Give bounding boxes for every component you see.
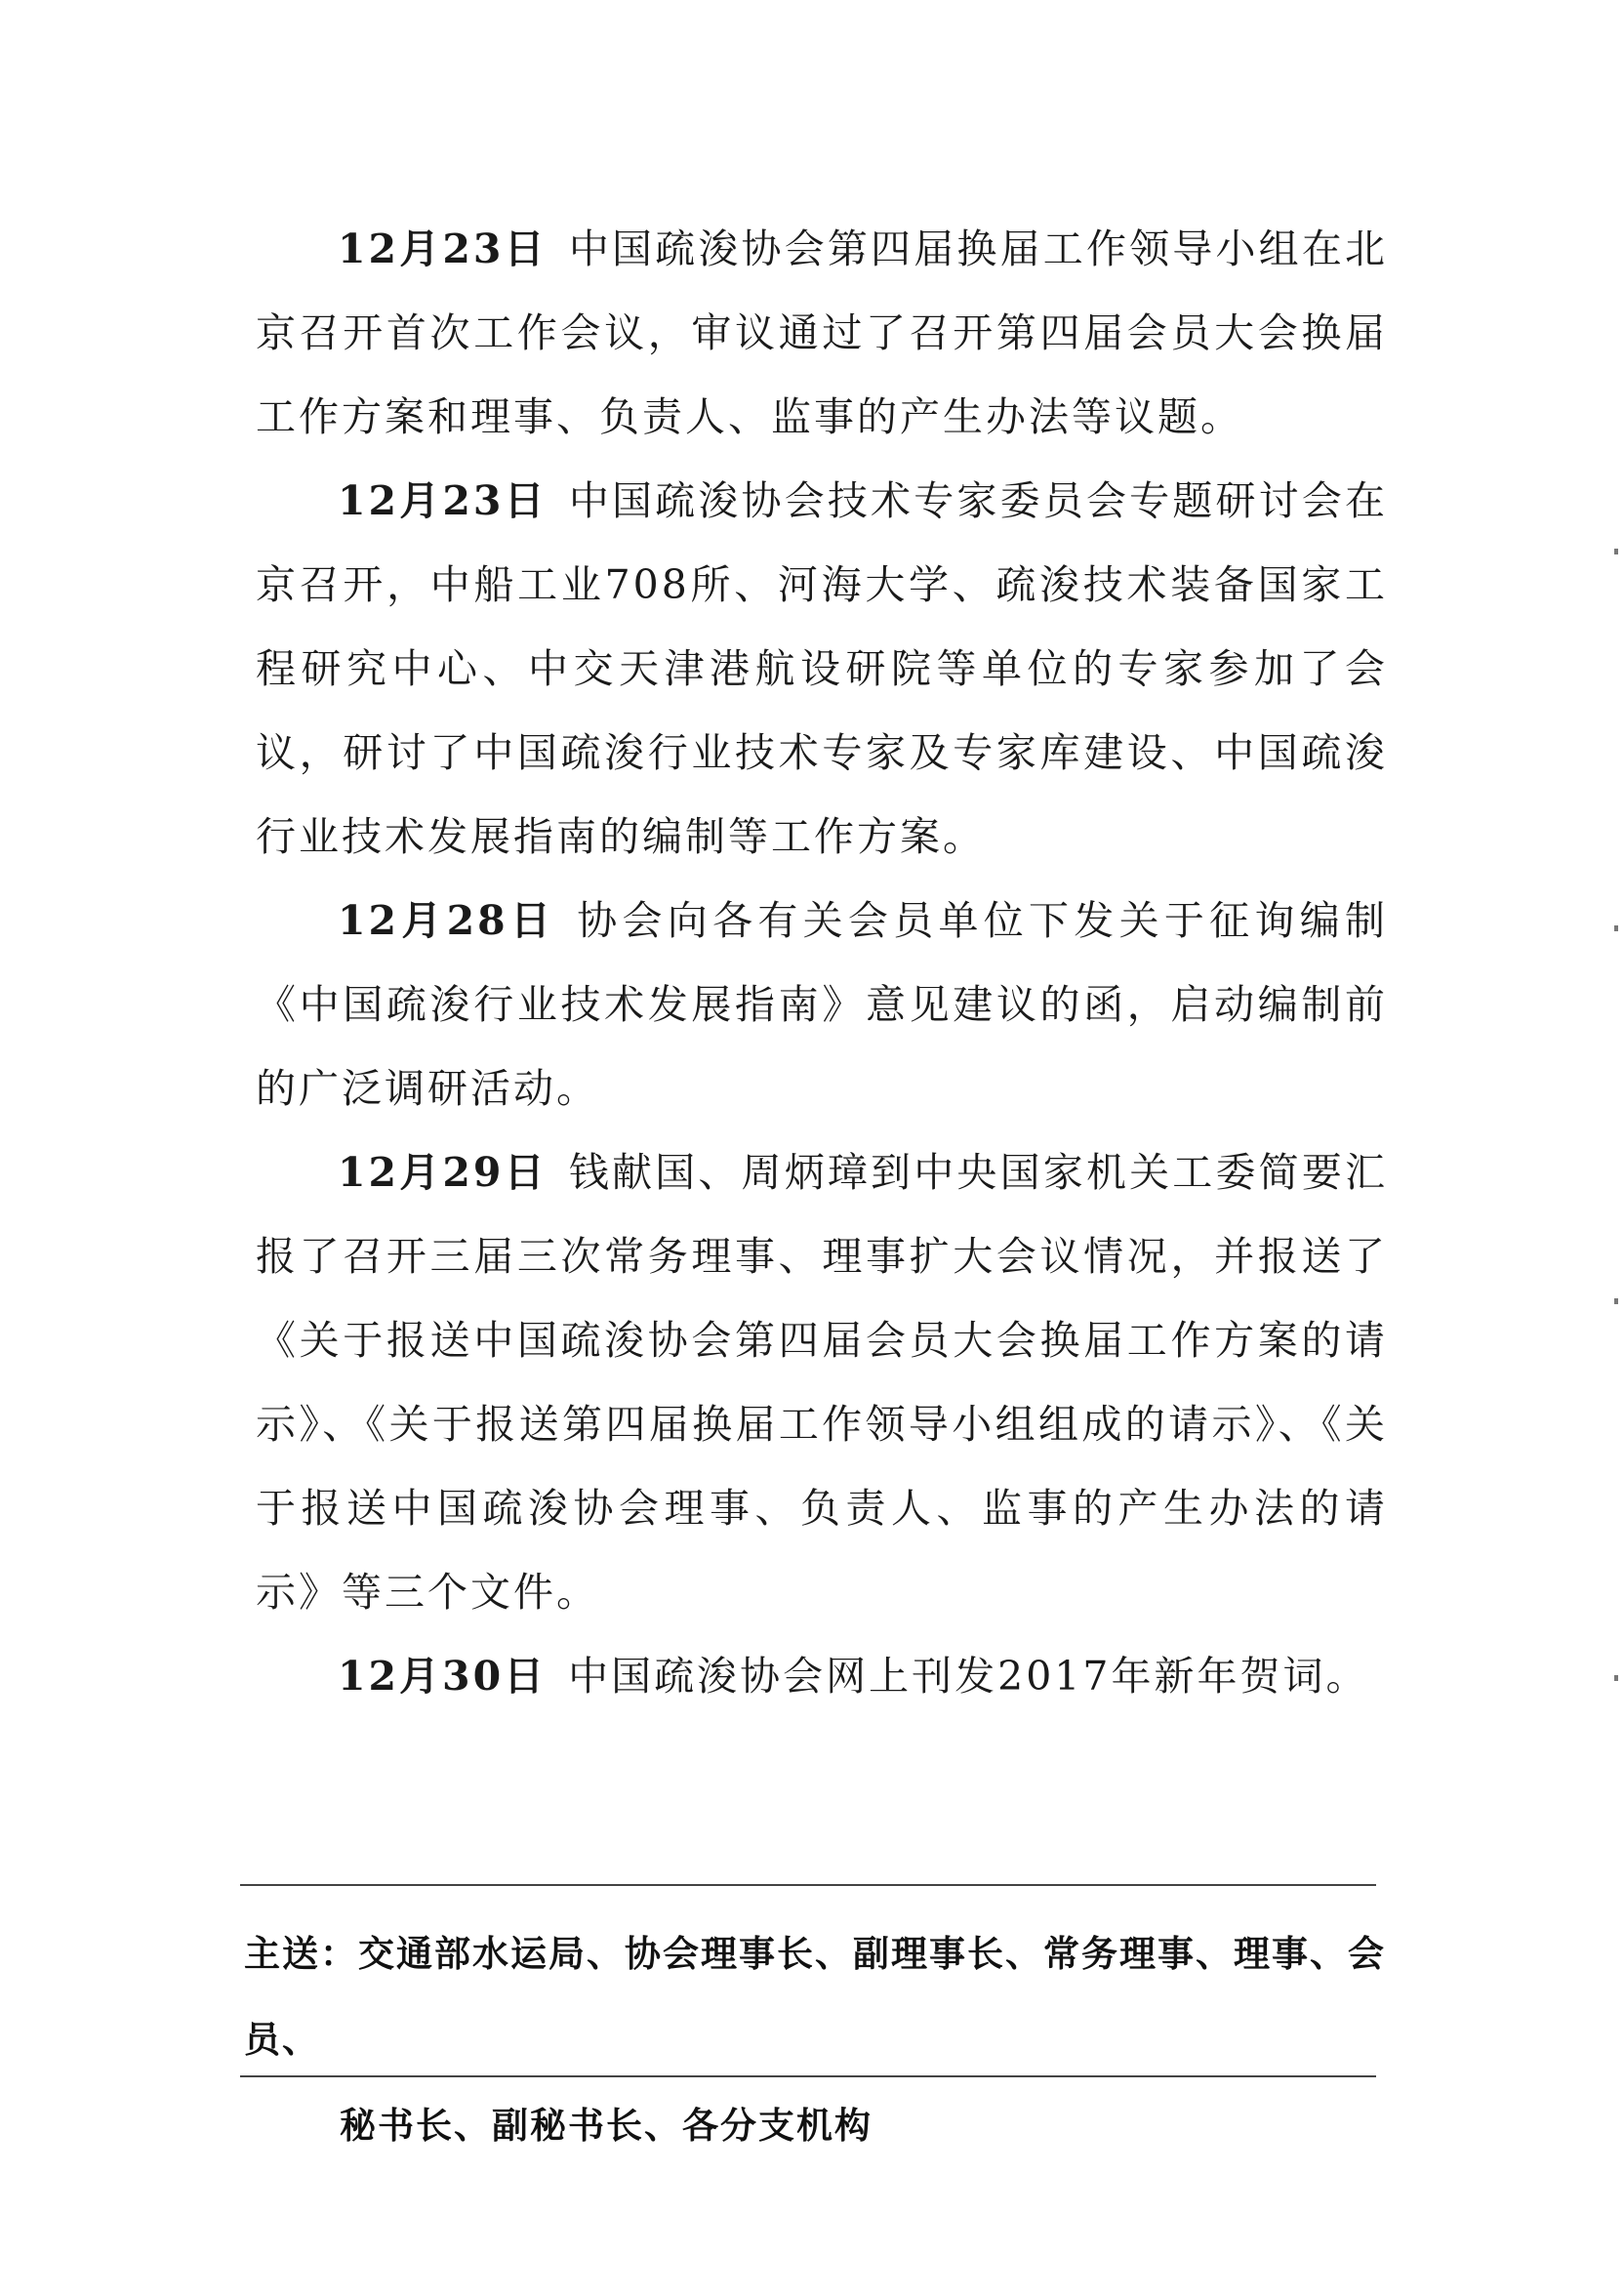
- divider-top: [240, 1884, 1376, 1886]
- entry-text: 协会向各有关会员单位下发关于征询编制《中国疏浚行业技术发展指南》意见建议的函，启动编制前的广泛调研活动。: [256, 897, 1388, 1112]
- entry-paragraph: [256, 1634, 1388, 1718]
- entry-text: 钱献国、周炳璋到中央国家机关工委简要汇报了召开三届三次常务理事、理事扩大会议情况，并报送了《关于报送中国疏浚协会第四届会员大会换届工作方案的请示》、《关于报送第四届换届工作领导小组组成的请示》、《关于报送中国疏浚协会理事、负责人、监事的产生办法的请示》等三个文件。: [256, 1149, 1388, 1616]
- distribution-line-2: 秘书长、副秘书长、各分支机构: [340, 2105, 873, 2147]
- distribution-list: [244, 1911, 1386, 2169]
- entry-paragraph: [256, 207, 1388, 459]
- entry-text: 中国疏浚协会网上刊发2017年新年贺词。: [568, 1653, 1369, 1700]
- divider-bottom: [240, 2075, 1376, 2077]
- scan-mark: [1614, 1298, 1618, 1304]
- entry-date: 12月30日: [338, 1653, 548, 1700]
- scan-mark: [1614, 1675, 1618, 1681]
- entry-paragraph: [256, 879, 1388, 1130]
- entry-date: 12月23日: [338, 226, 548, 272]
- entry-text: 中国疏浚协会第四届换届工作领导小组在北京召开首次工作会议，审议通过了召开第四届会员大会换届工作方案和理事、负责人、监事的产生办法等议题。: [256, 226, 1388, 440]
- entry-date: 12月29日: [338, 1149, 548, 1196]
- distribution-line-1: 主送：交通部水运局、协会理事长、副理事长、常务理事、理事、会员、: [244, 1933, 1386, 2061]
- entry-date: 12月28日: [338, 897, 556, 944]
- scan-mark: [1614, 925, 1618, 931]
- entry-text: 中国疏浚协会技术专家委员会专题研讨会在京召开，中船工业708所、河海大学、疏浚技术装备国家工程研究中心、中交天津港航设研院等单位的专家参加了会议，研讨了中国疏浚行业技术专家及专家库建设、中国疏浚行业技术发展指南的编制等工作方案。: [256, 477, 1388, 860]
- entry-date: 12月23日: [338, 477, 548, 524]
- scan-mark: [1614, 549, 1618, 554]
- entry-paragraph: [256, 459, 1388, 879]
- document-body: [256, 207, 1388, 1718]
- entry-paragraph: [256, 1130, 1388, 1634]
